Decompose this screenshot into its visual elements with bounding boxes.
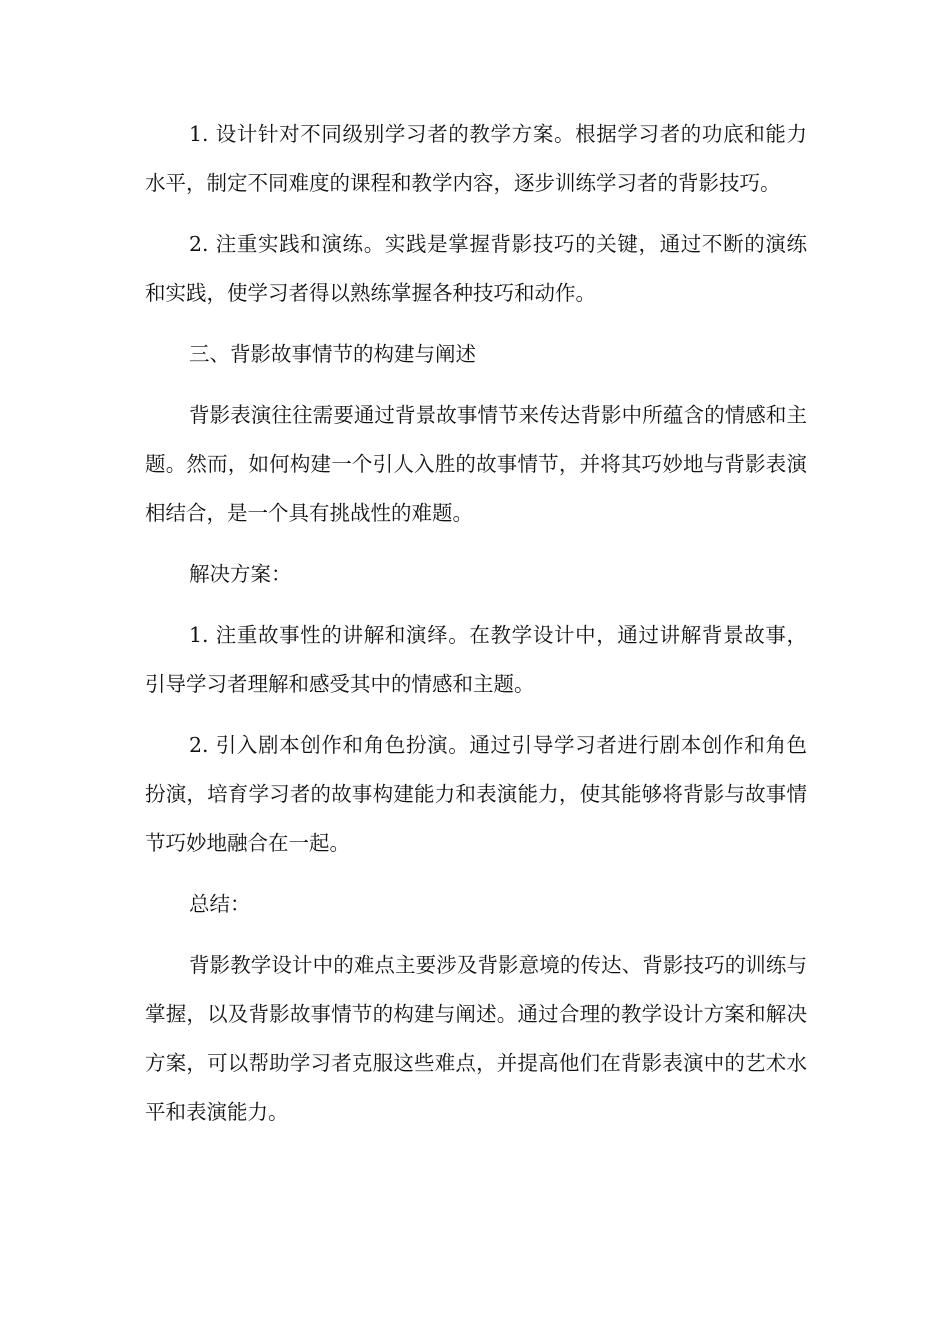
section-heading: 三、背影故事情节的构建与阐述 bbox=[189, 342, 476, 366]
list-item-script-roleplay: 2. 引入剧本创作和角色扮演。通过引导学习者进行剧本创作和角色扮演，培育学习者的故事构建能力和表演能力，使其能够将背影与故事情节巧妙地融合在一起。 bbox=[145, 733, 807, 855]
summary-paragraph: 背影教学设计中的难点主要涉及背影意境的传达、背影技巧的训练与掌握，以及背影故事情节的构建与阐述。通过合理的教学设计方案和解决方案，可以帮助学习者克服这些难点，并提高他们在背影表演中的艺术水平和表演能力。 bbox=[145, 953, 807, 1124]
body-paragraph: 背影表演往往需要通过背景故事情节来传达背影中所蕴含的情感和主题。然而，如何构建一个引人入胜的故事情节，并将其巧妙地与背影表演相结合，是一个具有挑战性的难题。 bbox=[145, 403, 807, 525]
list-item-teaching-plan: 1. 设计针对不同级别学习者的教学方案。根据学习者的功底和能力水平，制定不同难度的课程和教学内容，逐步训练学习者的背影技巧。 bbox=[145, 122, 807, 195]
list-item-practice: 2. 注重实践和演练。实践是掌握背影技巧的关键，通过不断的演练和实践，使学习者得以熟练掌握各种技巧和动作。 bbox=[145, 232, 807, 305]
document-body bbox=[145, 110, 807, 1149]
solutions-label: 解决方案： bbox=[189, 562, 292, 586]
summary-label: 总结： bbox=[189, 892, 251, 916]
list-item-storytelling: 1. 注重故事性的讲解和演绎。在教学设计中，通过讲解背景故事，引导学习者理解和感受其中的情感和主题。 bbox=[145, 623, 807, 696]
